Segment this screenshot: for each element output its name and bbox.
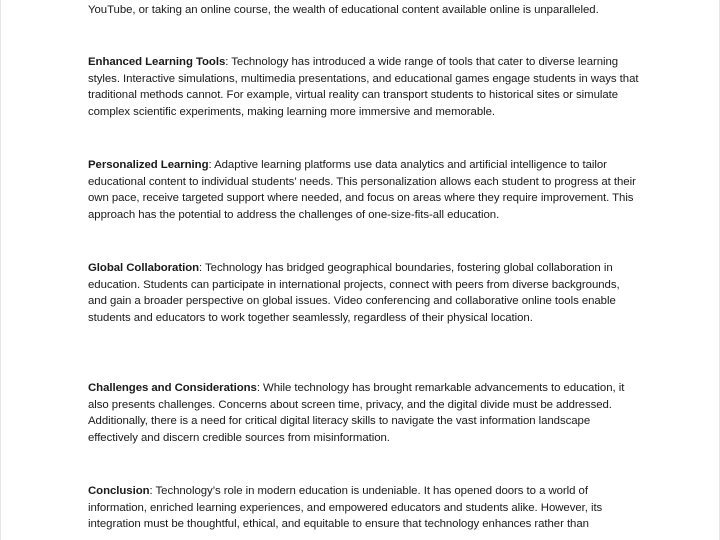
paragraph-heading: Global Collaboration [88,262,200,274]
paragraph-heading: Challenges and Considerations [88,382,257,394]
paragraph-global-collaboration [88,260,640,326]
paragraph-challenges [88,380,640,446]
paragraph-text: : Technology has introduced a wide range of tools that cater to diverse learning styles. Interactive simulations, multimedia presentations, and educational games engage students in ways that traditional methods cannot. For example, virtual reality can transport students to historical sites or simulate complex scientific experiments, making learning more immersive and memorable. [88,56,639,118]
paragraph-heading: Personalized Learning [88,159,209,171]
paragraph-text: : Adaptive learning platforms use data analytics and artificial intelligence to tailor educational content to individual students’ needs. This personalization allows each student to progress at their own pace, receive targeted support where needed, and focus on areas where they require improvement. This approach has the potential to address the challenges of one-size-fits-all education. [88,159,636,221]
paragraph-text: : While technology has brought remarkable advancements to education, it also presents challenges. Concerns about screen time, privacy, and the digital divide must be addressed. Additionally, there is a need for critical digital literacy skills to navigate the vast information landscape effectively and discern credible sources from misinformation. [88,382,625,444]
paragraph-text: YouTube, or taking an online course, the wealth of educational content available online is unparalleled. [88,4,599,16]
paragraph-heading: Conclusion [88,485,150,497]
paragraph-enhanced-learning-tools [88,54,640,120]
paragraph-text: : Technology has bridged geographical boundaries, fostering global collaboration in education. Students can participate in international projects, connect with peers from diverse backgrounds, and gain a broader perspective on global issues. Video conferencing and collaborative online tools enable students and educators to work together seamlessly, regardless of their physical location. [88,262,620,324]
paragraph-text: : Technology’s role in modern education is undeniable. It has opened doors to a world of information, enriched learning experiences, and empowered educators and students alike. However, its integration must be thoughtful, ethical, and equitable to ensure that technology enhances rather than [88,485,603,530]
paragraph-personalized-learning [88,157,640,223]
paragraph-heading: Enhanced Learning Tools [88,56,226,68]
paragraph-conclusion [88,483,640,533]
paragraph-online-content [88,2,640,19]
